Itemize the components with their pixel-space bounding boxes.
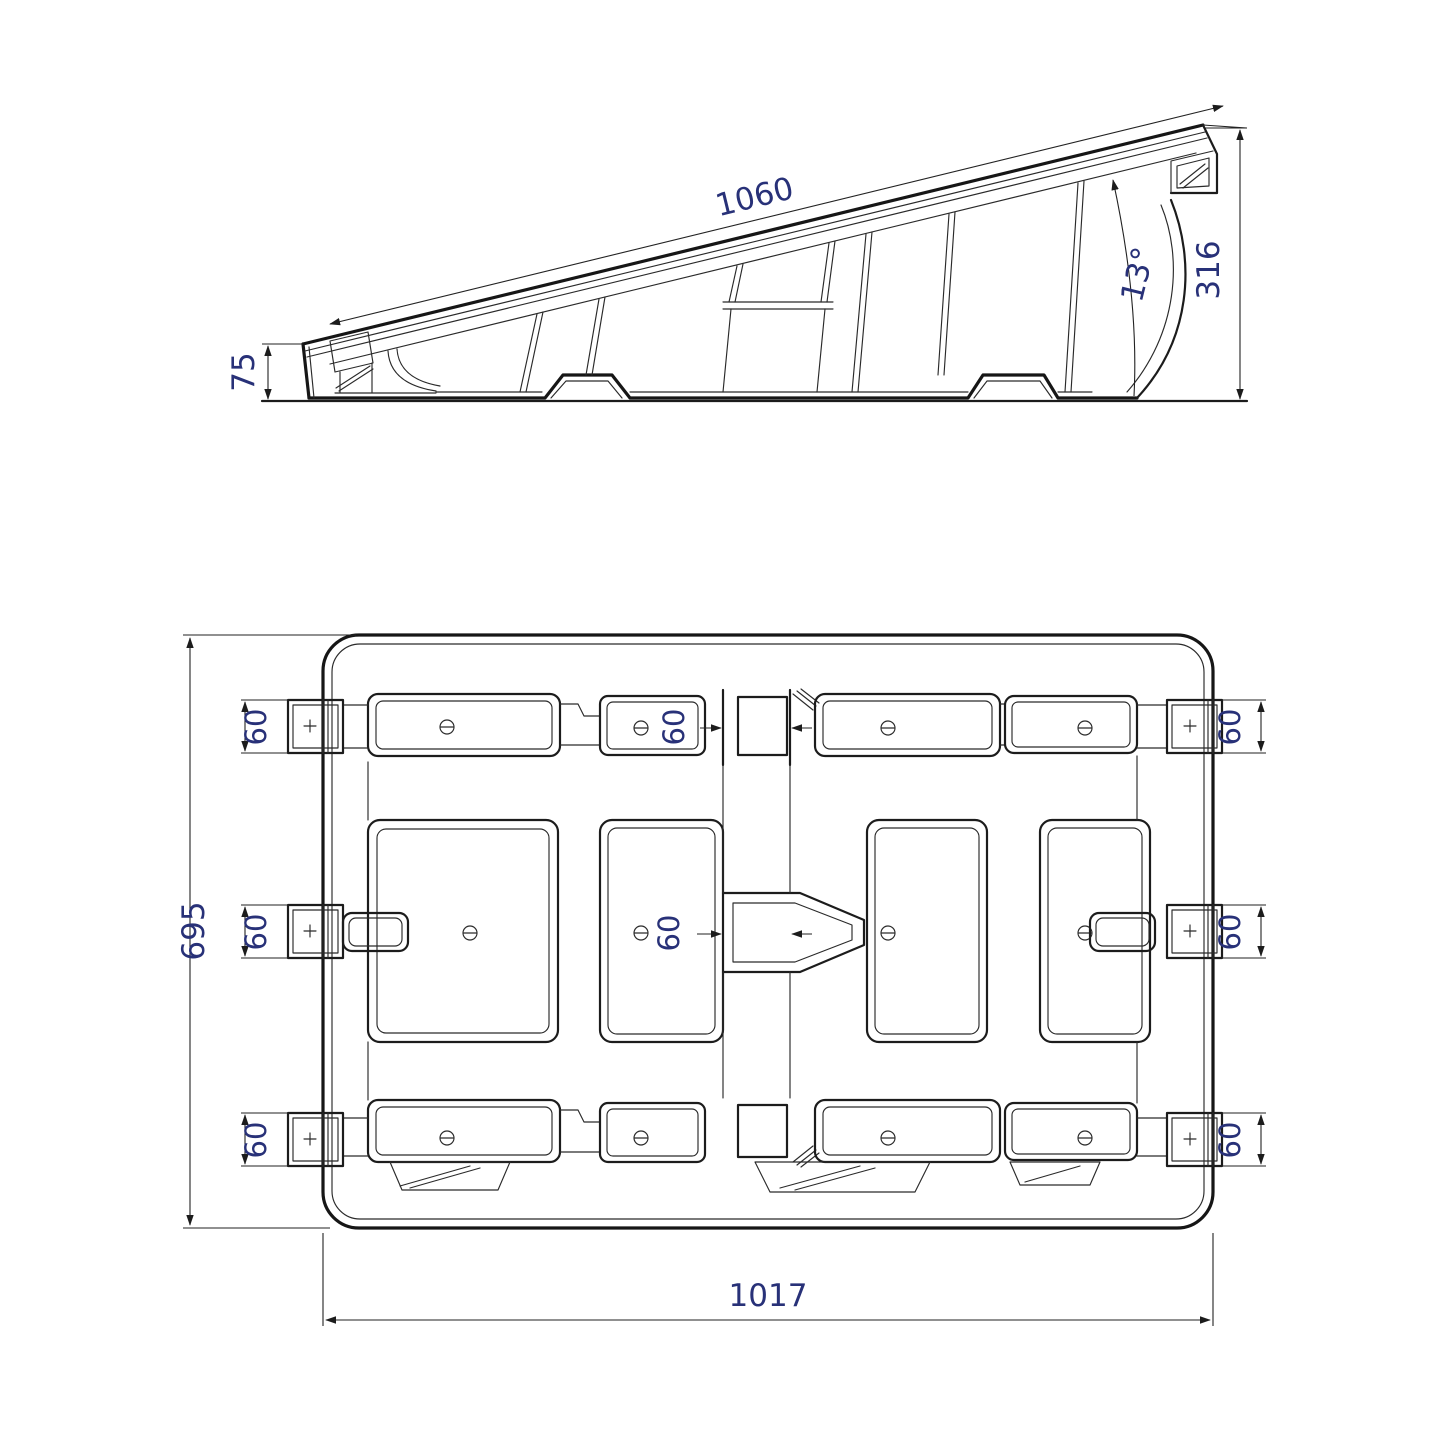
pocket-b4: [1040, 820, 1150, 1042]
rib-pair-1: [520, 312, 543, 392]
pocket-b3-inner: [875, 828, 979, 1034]
pocket-b4-inner: [1048, 828, 1142, 1034]
dim60-left-middle: [239, 905, 288, 958]
top-center-lug: [738, 697, 787, 755]
lug-right-middle: [1090, 905, 1222, 958]
pocket-c1-inner: [376, 1107, 552, 1155]
lug-left-bottom: [288, 1113, 343, 1166]
dim-slope-length: 1060: [712, 170, 798, 225]
c1-attach: [343, 1118, 368, 1156]
pocket-c3-inner: [823, 1107, 992, 1155]
c4-attach: [1137, 1118, 1167, 1156]
pocket-c4-inner: [1012, 1109, 1130, 1154]
foot-1: [390, 1162, 510, 1190]
foot-2: [755, 1162, 930, 1192]
center-mark: [304, 1133, 316, 1145]
dim60-center-top: [657, 709, 812, 746]
dim-plate-length: 1017: [728, 1278, 808, 1314]
pocket-c3: [815, 1100, 1000, 1162]
a1-a2-step: [560, 704, 600, 745]
bottom-center-lug: [738, 1105, 787, 1157]
left-pocket-hatch: [336, 366, 373, 391]
pocket-a1: [368, 694, 560, 756]
dim-lug-right-middle: 60: [1213, 913, 1247, 951]
pocket-a1-inner: [376, 701, 552, 749]
shelf-leg-left-top: [729, 264, 743, 302]
center-mark: [304, 925, 316, 937]
center-funnel: [723, 893, 864, 972]
dim1017: [323, 1233, 1213, 1326]
dim-lug-center-top: 60: [657, 708, 691, 746]
left-face: [303, 344, 309, 398]
dim-plate-width: 695: [176, 901, 212, 961]
shelf-leg-right-top: [821, 241, 835, 302]
rib-curve-a: [388, 351, 436, 391]
deck-line3: [307, 138, 1207, 357]
left-pocket-lines: [335, 363, 436, 393]
hole-row-bottom: [440, 1131, 1092, 1145]
pocket-c4: [1005, 1103, 1137, 1160]
center-funnel-inner: [733, 903, 852, 962]
notch2-inner: [974, 381, 1052, 398]
dim60-left-top: [239, 700, 288, 753]
center-mark: [1184, 925, 1196, 937]
dim1060-line: [330, 106, 1223, 324]
rib-pair-2: [586, 297, 605, 375]
center-mark: [304, 720, 316, 732]
pocket-a4-inner: [1012, 702, 1130, 747]
right-lug-hatch: [1180, 164, 1208, 188]
lug-left-top: [288, 700, 343, 753]
dim-lug-left-bottom: 60: [239, 1121, 273, 1159]
pocket-b3: [867, 820, 987, 1042]
dim-angle: 13°: [1114, 243, 1163, 306]
foot-3: [1010, 1162, 1100, 1185]
pocket-a3: [815, 694, 1000, 756]
top-channel-walls: [723, 690, 790, 765]
pocket-c1: [368, 1100, 560, 1162]
dim-left-height: 75: [226, 352, 262, 392]
left-pocket-box: [330, 332, 373, 372]
dim-lug-right-top: 60: [1213, 708, 1247, 746]
side-view: [226, 106, 1247, 401]
dim60-center-middle: [652, 915, 812, 952]
notch1-inner: [551, 381, 622, 398]
center-mark: [1184, 1133, 1196, 1145]
shelf-lines: [723, 302, 833, 309]
side-strip-lines: [368, 756, 1137, 1103]
pocket-c2-inner: [607, 1109, 698, 1156]
dim-lug-center-middle: 60: [652, 914, 686, 952]
a1-attach: [343, 705, 368, 748]
top-view: [176, 635, 1266, 1326]
c1-c2-step: [560, 1110, 600, 1152]
pocket-a4: [1005, 696, 1137, 753]
pocket-c2: [600, 1103, 705, 1162]
dim-right-height: 316: [1191, 240, 1227, 300]
hole-row-top: [440, 720, 1092, 735]
rib-pair-3: [852, 232, 872, 392]
dim-lug-right-bottom: 60: [1213, 1121, 1247, 1159]
dim-lug-left-top: 60: [239, 708, 273, 746]
shelf-legs-bottom: [723, 309, 825, 392]
lug-left-middle: [288, 905, 408, 958]
deck-top-edge: [303, 125, 1203, 344]
center-mark: [1184, 720, 1196, 732]
dim60-left-bottom: [239, 1113, 288, 1166]
dim-lug-left-middle: 60: [239, 913, 273, 951]
a4-attach: [1137, 705, 1167, 748]
pocket-a3-inner: [823, 701, 992, 749]
rib-pair-4: [938, 212, 955, 375]
rib-pair-5: [1065, 181, 1084, 392]
rib-curve-b: [397, 349, 440, 386]
rib-holes: [440, 720, 1092, 1145]
